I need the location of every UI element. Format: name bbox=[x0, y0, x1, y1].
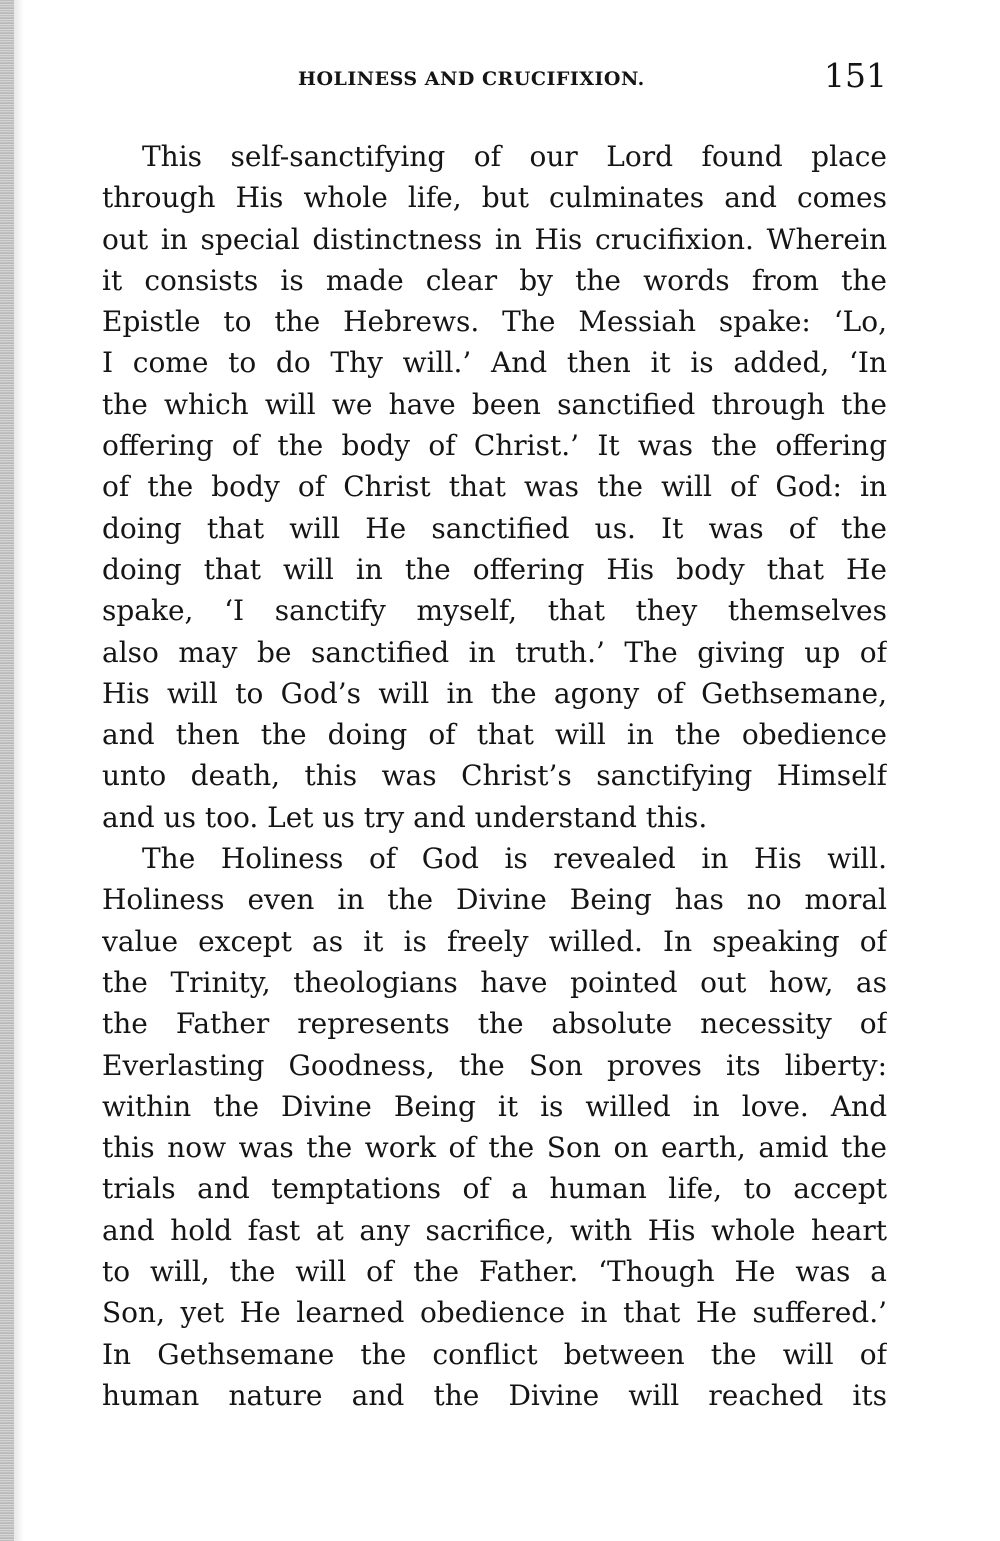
binding-gutter-fade bbox=[14, 0, 24, 1541]
text-line: of the body of Christ that was the will of God: in bbox=[102, 470, 887, 504]
text-line: Everlasting Goodness, the Son proves its liberty: bbox=[102, 1048, 887, 1082]
text-line: it consists is made clear by the words from the bbox=[102, 263, 887, 297]
binding-gutter-shadow bbox=[0, 0, 14, 1541]
text-line: the which will we have been sanctified through the bbox=[102, 387, 887, 421]
text-line: doing that will He sanctified us. It was of the bbox=[102, 511, 887, 545]
running-title: HOLINESS AND CRUCIFIXION. bbox=[298, 68, 645, 90]
text-line: and then the doing of that will in the obedience bbox=[102, 718, 887, 752]
text-line: within the Divine Being it is willed in love. And bbox=[102, 1089, 887, 1123]
text-line: Holiness even in the Divine Being has no moral bbox=[102, 883, 887, 917]
text-line: out in special distinctness in His crucifixion. Wherein bbox=[102, 222, 887, 256]
text-line: unto death, this was Christ’s sanctifying Himself bbox=[102, 759, 887, 793]
text-line: trials and temptations of a human life, to accept bbox=[102, 1172, 887, 1206]
text-line: I come to do Thy will.’ And then it is added, ‘In bbox=[102, 346, 887, 380]
text-line: offering of the body of Christ.’ It was the offering bbox=[102, 429, 887, 463]
text-line: This self-sanctifying of our Lord found place bbox=[142, 140, 887, 173]
text-line: the Trinity, theologians have pointed out how, as bbox=[102, 965, 887, 999]
text-line: spake, ‘I sanctify myself, that they themselves bbox=[102, 594, 887, 628]
text-line: and us too. Let us try and understand this. bbox=[102, 800, 708, 834]
text-line: In Gethsemane the conflict between the will of bbox=[102, 1337, 887, 1371]
text-line: this now was the work of the Son on earth, amid the bbox=[102, 1131, 887, 1165]
paragraph-1 bbox=[102, 136, 887, 838]
text-line: to will, the will of the Father. ‘Though He was a bbox=[102, 1255, 887, 1289]
paragraph-2 bbox=[102, 838, 887, 1416]
text-line: and hold fast at any sacrifice, with His whole heart bbox=[102, 1213, 887, 1247]
text-line: also may be sanctified in truth.’ The giving up of bbox=[102, 635, 887, 669]
page-number: 151 bbox=[824, 56, 887, 95]
body-text bbox=[102, 136, 887, 1416]
text-line: Son, yet He learned obedience in that He suffered.’ bbox=[102, 1296, 887, 1330]
text-line: human nature and the Divine will reached its bbox=[102, 1378, 887, 1412]
text-line: doing that will in the offering His body that He bbox=[102, 552, 887, 586]
text-line: through His whole life, but culminates and comes bbox=[102, 181, 887, 215]
text-line: Epistle to the Hebrews. The Messiah spake: ‘Lo, bbox=[102, 305, 887, 339]
running-head bbox=[100, 56, 887, 100]
text-line: the Father represents the absolute necessity of bbox=[102, 1007, 887, 1041]
text-line: His will to God’s will in the agony of Gethsemane, bbox=[102, 676, 887, 710]
text-line: The Holiness of God is revealed in His will. bbox=[142, 842, 887, 876]
text-line: value except as it is freely willed. In speaking of bbox=[102, 924, 887, 958]
